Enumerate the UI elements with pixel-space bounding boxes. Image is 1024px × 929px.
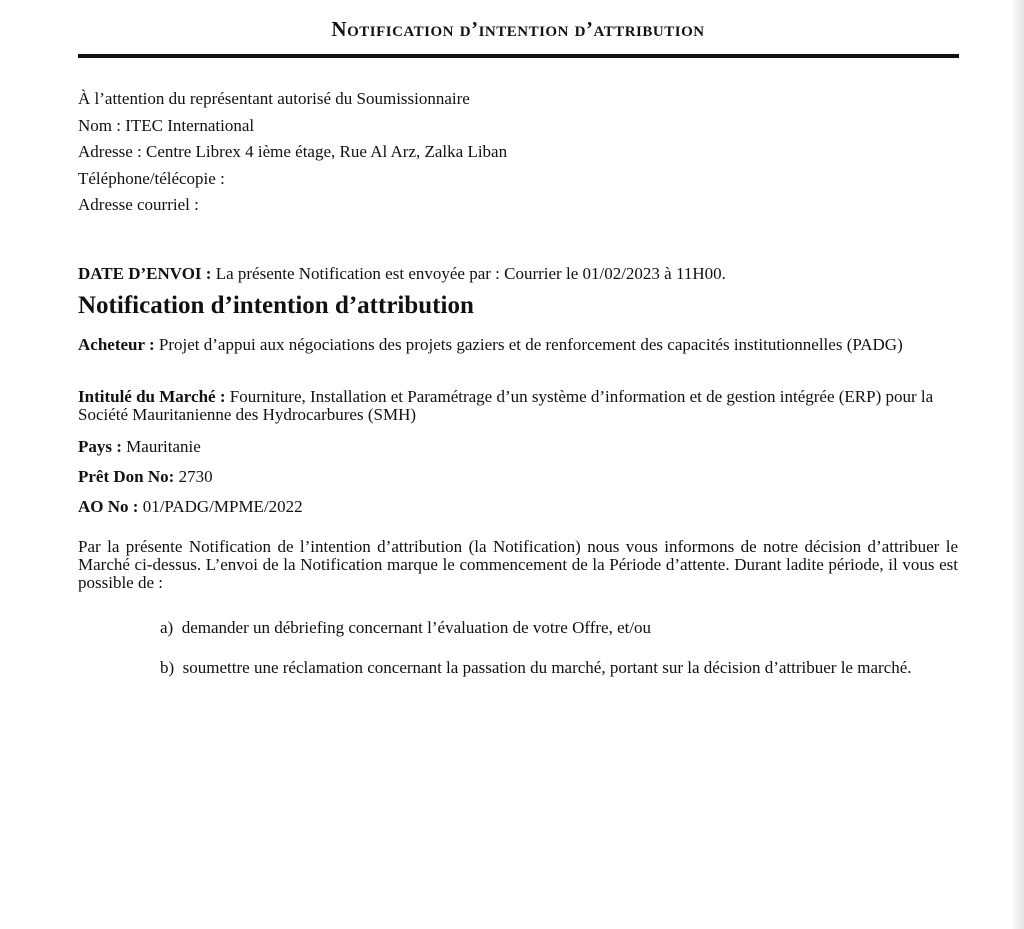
buyer-value: Projet d’appui aux négociations des projets gaziers et de renforcement des capacités institutionnelles (PADG) xyxy=(154,335,903,354)
recipient-email: Adresse courriel : xyxy=(78,195,199,214)
buyer-field xyxy=(78,336,958,354)
loan-value: 2730 xyxy=(174,467,213,486)
buyer-label: Acheteur : xyxy=(78,335,155,354)
country-field xyxy=(78,437,201,457)
ao-label: AO No : xyxy=(78,497,139,516)
ao-field xyxy=(78,497,303,517)
list-item-a: a) demander un débriefing concernant l’évaluation de votre Offre, et/ou xyxy=(160,618,652,637)
header-rule xyxy=(78,54,959,58)
body-paragraph: Par la présente Notification de l’intention d’attribution (la Notification) nous vous informons de notre décision d’attribuer le Marché ci-dessus. L’envoi de la Notification marque le commencement de la Période d’attente. Durant ladite période, il vous est possible de : xyxy=(78,537,958,592)
contract-value: Fourniture, Installation et Paramétrage d’un système d’information et de gestion intégrée (ERP) pour la Société Mauritanienne des Hydrocarbures (SMH) xyxy=(78,387,934,424)
list-item-b: b) soumettre une réclamation concernant la passation du marché, portant sur la décision d’attribuer le marché. xyxy=(160,658,912,677)
document-title: Notification d’intention d’attribution xyxy=(78,292,474,319)
contract-label: Intitulé du Marché : xyxy=(78,387,226,406)
country-label: Pays : xyxy=(78,437,122,456)
send-date xyxy=(78,264,726,284)
page-edge-shadow xyxy=(1010,0,1024,929)
ao-value: 01/PADG/MPME/2022 xyxy=(138,497,303,516)
header-title: Notification d’intention d’attribution xyxy=(331,17,705,41)
send-date-text: La présente Notification est envoyée par : Courrier le 01/02/2023 à 11H00. xyxy=(211,264,726,283)
recipient-phone: Téléphone/télécopie : xyxy=(78,169,225,188)
country-value: Mauritanie xyxy=(121,437,201,456)
loan-field xyxy=(78,467,213,487)
send-date-label: DATE D’ENVOI : xyxy=(78,264,212,283)
recipient-attention: À l’attention du représentant autorisé du Soumissionnaire xyxy=(78,89,470,108)
contract-field xyxy=(78,388,958,424)
loan-label: Prêt Don No: xyxy=(78,467,175,486)
recipient-name: Nom : ITEC International xyxy=(78,116,255,135)
recipient-address: Adresse : Centre Librex 4 ième étage, Rue Al Arz, Zalka Liban xyxy=(78,142,508,161)
